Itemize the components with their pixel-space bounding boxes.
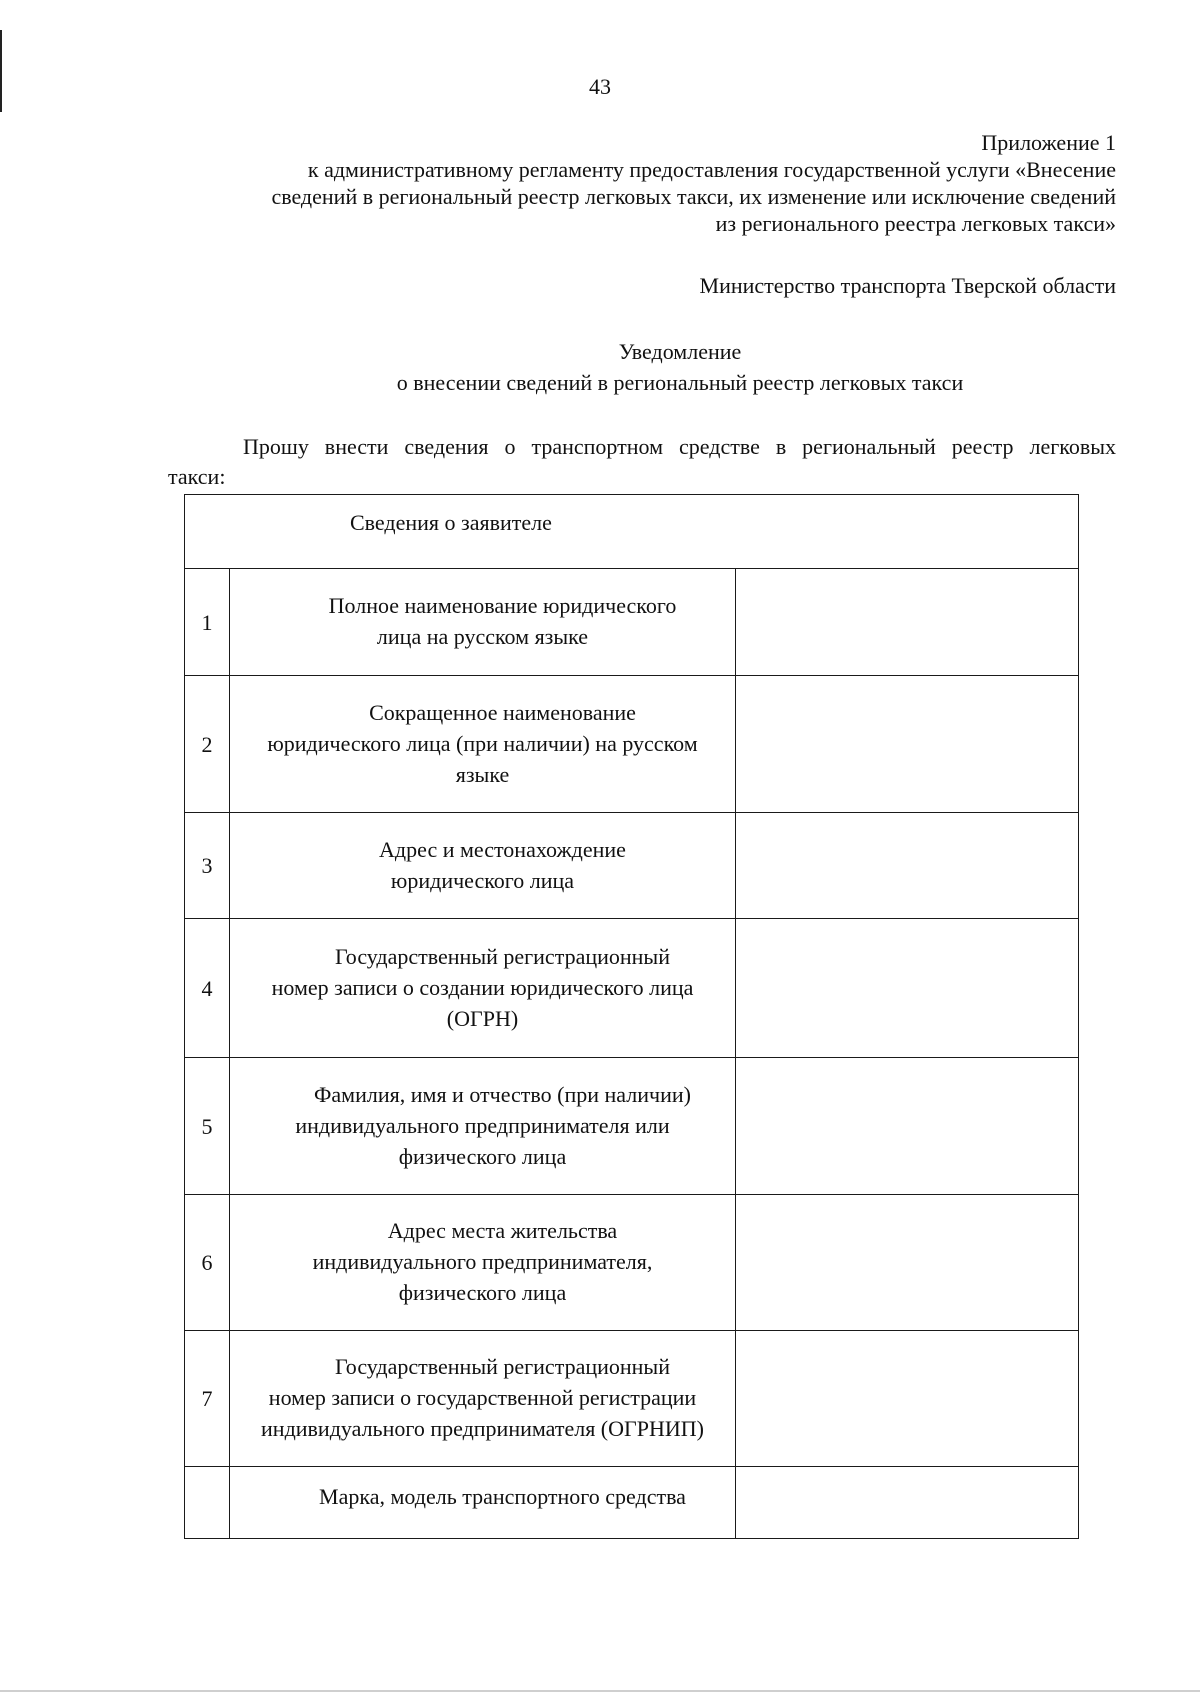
row-number	[185, 1467, 230, 1539]
row-value-field[interactable]	[736, 1058, 1079, 1195]
row-label-line: индивидуального предпринимателя или	[295, 1112, 670, 1138]
row-number: 3	[185, 813, 230, 919]
scan-edge-bottom	[0, 1690, 1200, 1692]
table-row	[185, 1058, 1079, 1195]
row-number: 6	[185, 1195, 230, 1331]
table-row	[185, 1331, 1079, 1467]
row-number: 2	[185, 676, 230, 813]
row-label-line: индивидуального предпринимателя,	[312, 1249, 653, 1274]
row-label-line: Государственный регистрационный	[334, 943, 670, 969]
table-header-row	[185, 495, 1079, 569]
row-number: 4	[185, 919, 230, 1058]
row-label-line: языке	[455, 761, 510, 787]
row-label-line: Марка, модель транспортного средства	[319, 1484, 686, 1509]
row-label-line: лица на русском языке	[376, 624, 589, 649]
row-value-field[interactable]	[736, 569, 1079, 676]
row-number: 7	[185, 1331, 230, 1467]
row-label-line: физического лица	[398, 1280, 567, 1305]
table-row	[185, 569, 1079, 676]
row-label	[230, 1195, 736, 1331]
table-row	[185, 1467, 1079, 1539]
row-value-field[interactable]	[736, 1195, 1079, 1331]
row-label-line: юридического лица	[390, 867, 575, 893]
row-label-line: Фамилия, имя и отчество (при наличии)	[314, 1081, 691, 1107]
row-number: 5	[185, 1058, 230, 1195]
table-row	[185, 919, 1079, 1058]
row-value-field[interactable]	[736, 1331, 1079, 1467]
row-label-line: Полное наименование юридического	[328, 593, 677, 618]
table-row	[185, 676, 1079, 813]
request-paragraph	[168, 432, 1116, 492]
row-label-line: (ОГРН)	[446, 1005, 519, 1031]
row-value-field[interactable]	[736, 813, 1079, 919]
page-number: 43	[589, 74, 611, 99]
ministry-recipient: Министерство транспорта Тверской области	[699, 273, 1116, 298]
notice-title: Уведомление	[618, 339, 742, 364]
row-label-line: физического лица	[398, 1143, 567, 1169]
row-label-line: юридического лица (при наличии) на русском	[267, 730, 698, 756]
appendix-header	[116, 129, 1116, 237]
row-label	[230, 813, 736, 919]
row-value-field[interactable]	[736, 1467, 1079, 1539]
row-label-line: номер записи о создании юридического лица	[271, 974, 694, 1000]
applicant-info-table	[184, 494, 1079, 1539]
row-label-line: номер записи о государственной регистрации	[268, 1385, 697, 1410]
row-label	[230, 569, 736, 676]
notice-subtitle: о внесении сведений в региональный реестр легковых такси	[396, 370, 964, 395]
row-label	[230, 1058, 736, 1195]
appendix-line: к административному регламенту предоставления государственной услуги «Внесение	[307, 157, 1116, 182]
table-row	[185, 1195, 1079, 1331]
request-line-2: такси:	[168, 464, 226, 489]
row-label-line: Сокращенное наименование	[369, 699, 636, 725]
row-value-field[interactable]	[736, 919, 1079, 1058]
row-label	[230, 1467, 736, 1539]
appendix-line: из регионального реестра легковых такси»	[715, 211, 1116, 236]
table-header: Сведения о заявителе	[185, 495, 1079, 569]
row-label	[230, 676, 736, 813]
row-label-line: Адрес и местонахождение	[379, 836, 626, 862]
row-label	[230, 1331, 736, 1467]
row-label-line: индивидуального предпринимателя (ОГРНИП)	[261, 1416, 704, 1441]
row-label	[230, 919, 736, 1058]
row-number: 1	[185, 569, 230, 676]
row-label-line: Адрес места жительства	[387, 1218, 618, 1243]
table-row	[185, 813, 1079, 919]
row-value-field[interactable]	[736, 676, 1079, 813]
appendix-line: Приложение 1	[981, 130, 1116, 155]
appendix-line: сведений в региональный реестр легковых такси, их изменение или исключение сведений	[271, 184, 1116, 209]
request-line-1: Прошу внести сведения о транспортном средстве в региональный реестр легковых	[243, 434, 1116, 459]
row-label-line: Государственный регистрационный	[334, 1354, 670, 1379]
